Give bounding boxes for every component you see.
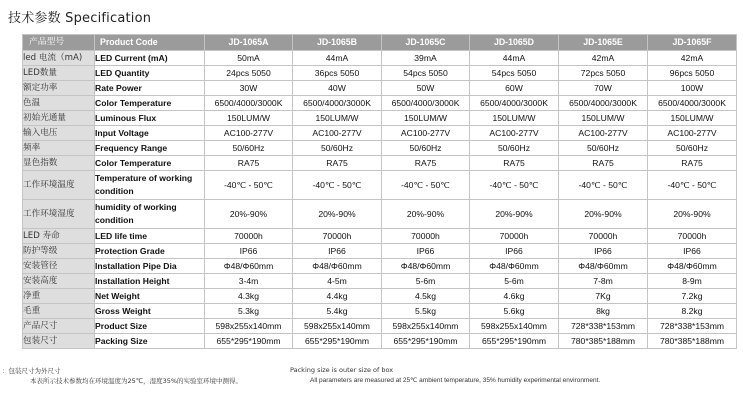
spec-label-en: LED life time [95, 229, 205, 244]
spec-table-body [23, 51, 737, 349]
spec-value: Φ48/Φ60mm [648, 259, 737, 274]
spec-label-en: LED Quantity [95, 66, 205, 81]
spec-value: 50W [382, 81, 470, 96]
spec-value: Φ48/Φ60mm [559, 259, 648, 274]
spec-value: 70000h [470, 229, 559, 244]
spec-label-cn: 色温 [23, 96, 95, 111]
spec-row [23, 229, 737, 244]
note-packing-cn [2, 366, 61, 375]
spec-value: 7Kg [559, 289, 648, 304]
spec-label-en: Installation Pipe Dia [95, 259, 205, 274]
spec-value: 20%-90% [382, 200, 470, 229]
spec-value: 3-4m [205, 274, 293, 289]
spec-label-en: Packing Size [95, 334, 205, 349]
spec-value: 54pcs 5050 [470, 66, 559, 81]
spec-value: 5-6m [382, 274, 470, 289]
spec-value: RA75 [648, 156, 737, 171]
spec-label-cn: 显色指数 [23, 156, 95, 171]
spec-value: 40W [293, 81, 382, 96]
spec-label-en: Temperature of working condition [95, 171, 205, 200]
spec-value: 100W [648, 81, 737, 96]
spec-value: RA75 [293, 156, 382, 171]
spec-value: 44mA [470, 51, 559, 66]
spec-label-en: LED Current (mA) [95, 51, 205, 66]
spec-table [22, 34, 737, 349]
spec-value: 24pcs 5050 [205, 66, 293, 81]
spec-value: 20%-90% [205, 200, 293, 229]
header-row [23, 35, 737, 51]
spec-label-cn: 工作环境温度 [23, 171, 95, 200]
spec-value: 655*295*190mm [293, 334, 382, 349]
spec-value: 50/60Hz [382, 141, 470, 156]
spec-value: 36pcs 5050 [293, 66, 382, 81]
spec-value: 780*385*188mm [559, 334, 648, 349]
spec-label-en: Frequency Range [95, 141, 205, 156]
spec-value: -40℃ - 50℃ [470, 171, 559, 200]
spec-label-cn: 净重 [23, 289, 95, 304]
header-model: JD-1065C [382, 35, 470, 51]
spec-value: 150LUM/W [648, 111, 737, 126]
spec-value: RA75 [205, 156, 293, 171]
spec-value: 7.2kg [648, 289, 737, 304]
spec-label-cn: 输入电压 [23, 126, 95, 141]
spec-value: 50/60Hz [648, 141, 737, 156]
spec-value: 50mA [205, 51, 293, 66]
spec-value: 70000h [648, 229, 737, 244]
spec-value: 655*295*190mm [382, 334, 470, 349]
spec-label-en: Color Temperature [95, 96, 205, 111]
spec-value: Φ48/Φ60mm [205, 259, 293, 274]
spec-value: 5.3kg [205, 304, 293, 319]
header-model: JD-1065B [293, 35, 382, 51]
header-cn: 产品型号 [23, 35, 95, 51]
spec-row [23, 141, 737, 156]
spec-value: 50/60Hz [205, 141, 293, 156]
spec-value: 50/60Hz [470, 141, 559, 156]
spec-row [23, 156, 737, 171]
spec-value: RA75 [559, 156, 648, 171]
spec-label-en: Net Weight [95, 289, 205, 304]
spec-label-en: humidity of working condition [95, 200, 205, 229]
spec-value: 20%-90% [293, 200, 382, 229]
spec-value: 70000h [382, 229, 470, 244]
spec-label-cn: 毛重 [23, 304, 95, 319]
note-marker: ： [2, 367, 9, 375]
spec-value: -40℃ - 50℃ [382, 171, 470, 200]
spec-value: IP66 [648, 244, 737, 259]
spec-label-cn: LED数量 [23, 66, 95, 81]
spec-value: 655*295*190mm [470, 334, 559, 349]
spec-value: 20%-90% [648, 200, 737, 229]
spec-value: 6500/4000/3000K [293, 96, 382, 111]
spec-value: 8kg [559, 304, 648, 319]
spec-value: 4.5kg [382, 289, 470, 304]
spec-row [23, 319, 737, 334]
spec-label-cn: 安装管径 [23, 259, 95, 274]
spec-value: IP66 [470, 244, 559, 259]
spec-value: 6500/4000/3000K [559, 96, 648, 111]
spec-label-cn: LED 寿命 [23, 229, 95, 244]
header-model: JD-1065F [648, 35, 737, 51]
spec-value: 4.6kg [470, 289, 559, 304]
spec-value: 150LUM/W [205, 111, 293, 126]
spec-value: 70000h [293, 229, 382, 244]
spec-row [23, 289, 737, 304]
spec-value: 20%-90% [470, 200, 559, 229]
spec-value: 598x255x140mm [293, 319, 382, 334]
spec-label-en: Luminous Flux [95, 111, 205, 126]
spec-label-cn: 额定功率 [23, 81, 95, 96]
spec-value: 42mA [559, 51, 648, 66]
header-model: JD-1065E [559, 35, 648, 51]
spec-value: -40℃ - 50℃ [559, 171, 648, 200]
spec-value: 70W [559, 81, 648, 96]
spec-value: -40℃ - 50℃ [648, 171, 737, 200]
spec-value: 6500/4000/3000K [205, 96, 293, 111]
spec-value: 655*295*190mm [205, 334, 293, 349]
spec-value: 7-8m [559, 274, 648, 289]
spec-row [23, 111, 737, 126]
spec-row [23, 244, 737, 259]
spec-label-cn: led 电流（mA) [23, 51, 95, 66]
spec-value: -40℃ - 50℃ [205, 171, 293, 200]
spec-value: AC100-277V [470, 126, 559, 141]
spec-label-cn: 安装高度 [23, 274, 95, 289]
spec-value: 598x255x140mm [205, 319, 293, 334]
spec-value: AC100-277V [205, 126, 293, 141]
spec-value: 50/60Hz [293, 141, 382, 156]
spec-value: 6500/4000/3000K [470, 96, 559, 111]
spec-value: 8.2kg [648, 304, 737, 319]
spec-row [23, 274, 737, 289]
spec-value: 598x255x140mm [382, 319, 470, 334]
spec-row [23, 66, 737, 81]
spec-label-cn: 防护等级 [23, 244, 95, 259]
spec-value: 60W [470, 81, 559, 96]
spec-value: 4-5m [293, 274, 382, 289]
spec-label-en: Input Voltage [95, 126, 205, 141]
spec-label-cn: 初始光通量 [23, 111, 95, 126]
spec-value: AC100-277V [559, 126, 648, 141]
spec-value: 54pcs 5050 [382, 66, 470, 81]
spec-label-en: Installation Height [95, 274, 205, 289]
note-packing-cn-text: 包装尺寸为外尺寸 [8, 367, 61, 375]
spec-row [23, 259, 737, 274]
spec-row [23, 96, 737, 111]
spec-value: 6500/4000/3000K [648, 96, 737, 111]
spec-value: 20%-90% [559, 200, 648, 229]
spec-value: IP66 [205, 244, 293, 259]
spec-value: 44mA [293, 51, 382, 66]
spec-label-en: Rate Power [95, 81, 205, 96]
spec-label-en: Gross Weight [95, 304, 205, 319]
spec-value: 39mA [382, 51, 470, 66]
spec-value: 70000h [205, 229, 293, 244]
spec-row [23, 81, 737, 96]
spec-value: Φ48/Φ60mm [470, 259, 559, 274]
note-conditions-cn: 本表所示技术参数均在环境温度为25℃，湿度35%的实验室环境中测得。 [30, 377, 243, 385]
spec-value: 5.4kg [293, 304, 382, 319]
spec-label-cn: 工作环境湿度 [23, 200, 95, 229]
spec-row [23, 334, 737, 349]
spec-value: 72pcs 5050 [559, 66, 648, 81]
spec-row [23, 51, 737, 66]
spec-value: -40℃ - 50℃ [293, 171, 382, 200]
header-model: JD-1065D [470, 35, 559, 51]
spec-value: 150LUM/W [293, 111, 382, 126]
spec-label-en: Color Temperature [95, 156, 205, 171]
spec-value: RA75 [470, 156, 559, 171]
spec-value: 5.6kg [470, 304, 559, 319]
spec-value: 8-9m [648, 274, 737, 289]
spec-value: IP66 [293, 244, 382, 259]
spec-value: 598x255x140mm [470, 319, 559, 334]
spec-value: 50/60Hz [559, 141, 648, 156]
spec-label-cn: 包装尺寸 [23, 334, 95, 349]
spec-value: 728*338*153mm [648, 319, 737, 334]
spec-value: AC100-277V [293, 126, 382, 141]
note-packing-en: Packing size is outer size of box [290, 366, 394, 374]
spec-row [23, 200, 737, 229]
spec-value: 70000h [559, 229, 648, 244]
spec-label-cn: 产品尺寸 [23, 319, 95, 334]
header-model: JD-1065A [205, 35, 293, 51]
spec-row [23, 171, 737, 200]
spec-value: 30W [205, 81, 293, 96]
spec-value: 5.5kg [382, 304, 470, 319]
spec-value: RA75 [382, 156, 470, 171]
spec-value: 150LUM/W [382, 111, 470, 126]
spec-label-cn: 频率 [23, 141, 95, 156]
spec-row [23, 126, 737, 141]
spec-value: 6500/4000/3000K [382, 96, 470, 111]
spec-value: 96pcs 5050 [648, 66, 737, 81]
spec-value: Φ48/Φ60mm [382, 259, 470, 274]
spec-value: 150LUM/W [559, 111, 648, 126]
spec-row [23, 304, 737, 319]
spec-label-en: Product Size [95, 319, 205, 334]
spec-value: 4.4kg [293, 289, 382, 304]
spec-value: AC100-277V [382, 126, 470, 141]
spec-value: 728*338*153mm [559, 319, 648, 334]
page-title: 技术参数 Specification [8, 11, 152, 26]
spec-value: 5-6m [470, 274, 559, 289]
spec-value: AC100-277V [648, 126, 737, 141]
spec-value: IP66 [382, 244, 470, 259]
spec-value: Φ48/Φ60mm [293, 259, 382, 274]
spec-label-en: Protection Grade [95, 244, 205, 259]
spec-value: IP66 [559, 244, 648, 259]
spec-value: 150LUM/W [470, 111, 559, 126]
spec-value: 4.3kg [205, 289, 293, 304]
header-en: Product Code [95, 35, 205, 51]
spec-value: 780*385*188mm [648, 334, 737, 349]
note-conditions-en: All parameters are measured at 25℃ ambient temperature, 35% humidity experimental environment. [310, 377, 601, 384]
spec-table-header [23, 35, 737, 51]
spec-value: 42mA [648, 51, 737, 66]
